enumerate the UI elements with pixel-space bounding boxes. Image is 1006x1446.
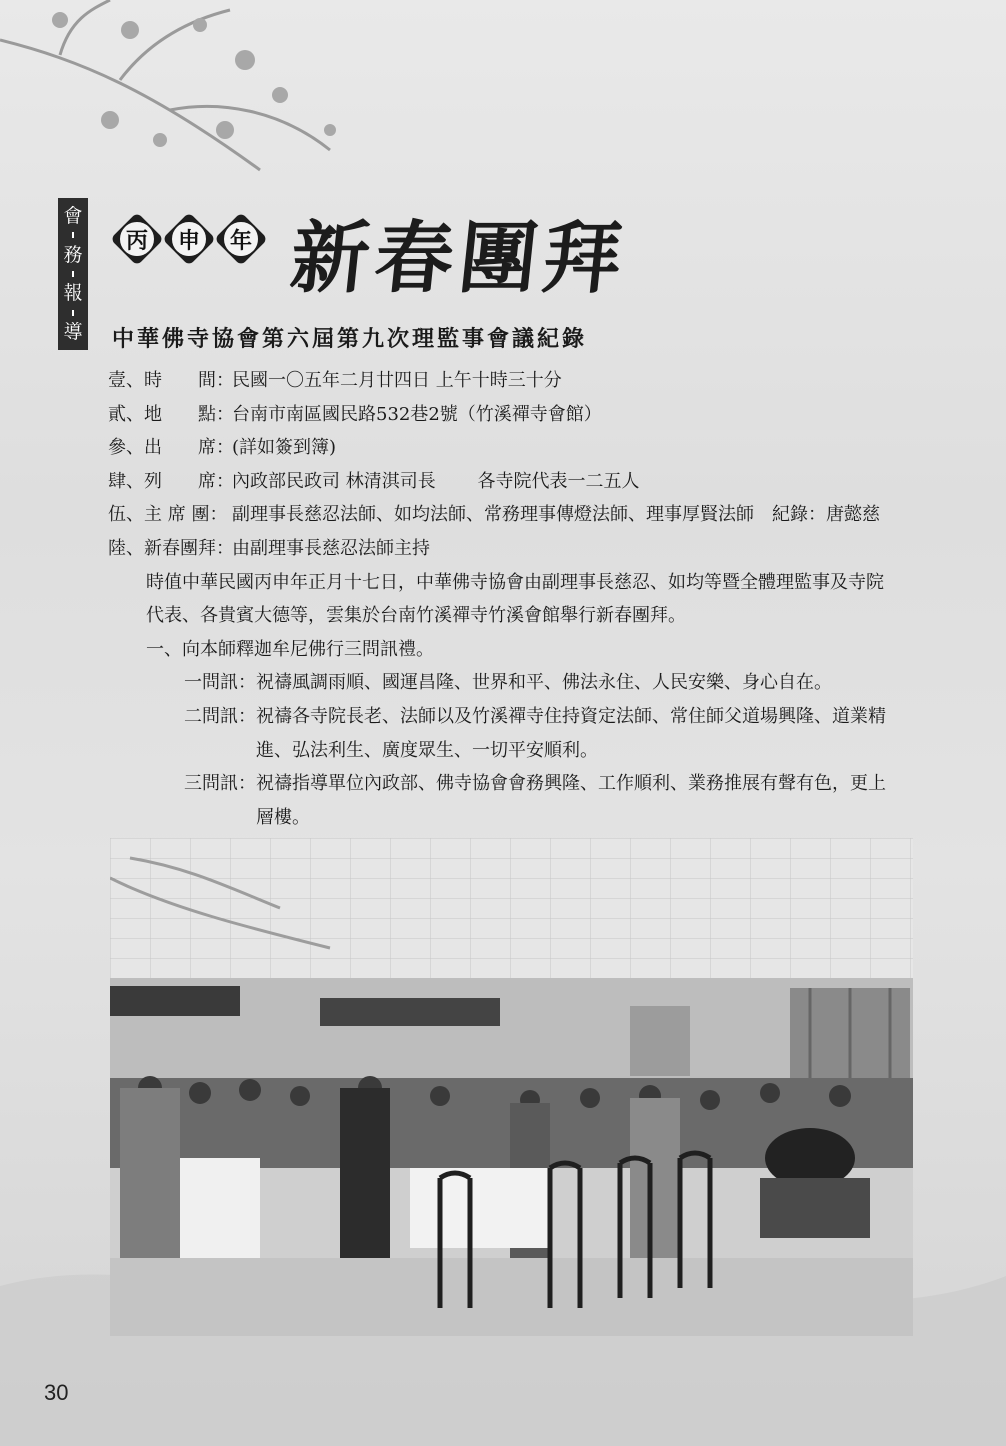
- tab-separator: [72, 271, 74, 277]
- record-item: 陸、新春團拜： 由副理事長慈忍法師主持: [108, 537, 430, 559]
- wenxun-line: 一問訊：祝禱風調雨順、國運昌隆、世界和平、佛法永住、人民安樂、身心自在。: [184, 672, 832, 694]
- record-item: 參、出 席： (詳如簽到簿): [108, 437, 337, 459]
- tab-separator: [72, 232, 74, 238]
- step-one: 一、向本師釋迦牟尼佛行三問訊禮。: [146, 638, 434, 660]
- meeting-record: [108, 364, 918, 868]
- year-badges: [112, 214, 266, 264]
- subtitle: 中華佛寺協會第六屆第九次理監事會議紀錄: [112, 326, 588, 352]
- plum-branch-decoration: [0, 0, 420, 200]
- record-item: 貳、地 點： 台南市南區國民路532巷2號（竹溪禪寺會館）: [108, 403, 602, 425]
- record-item: 肆、列 席： 內政部民政司 林清淇司長 各寺院代表一二五人: [108, 470, 640, 492]
- section-tab: [58, 198, 88, 350]
- tab-separator: [72, 310, 74, 316]
- section-tab-char: 會: [63, 204, 83, 227]
- paragraph-line: 代表、各貴賓大德等，雲集於台南竹溪禪寺竹溪會館舉行新春團拜。: [146, 605, 686, 627]
- section-tab-char: 報: [63, 282, 83, 305]
- wenxun-line: 二問訊：祝禱各寺院長老、法師以及竹溪禪寺住持資定法師、常住師父道場興隆、道業精: [184, 705, 886, 727]
- wenxun-line: 三問訊：祝禱指導單位內政部、佛寺協會會務興隆、工作順利、業務推展有聲有色，更上: [184, 773, 886, 795]
- year-badge: 申: [164, 214, 214, 264]
- section-tab-char: 務: [63, 243, 83, 266]
- wenxun-line: 層樓。: [256, 806, 310, 828]
- event-photo: [110, 838, 913, 1336]
- record-item: 壹、時 間： 民國一〇五年二月廿四日 上午十時三十分: [108, 370, 562, 391]
- year-badge: 丙: [112, 214, 162, 264]
- wenxun-line: 進、弘法利生、廣度眾生、一切平安順利。: [256, 739, 598, 761]
- record-item: 伍、主 席 團： 副理事長慈忍法師、如均法師、常務理事傳燈法師、理事厚賢法師 紀錄：唐懿慈: [108, 504, 880, 526]
- page-number: 30: [44, 1380, 69, 1405]
- section-tab-char: 導: [63, 321, 83, 344]
- year-badge: 年: [216, 214, 266, 264]
- page-title: 新春團拜: [286, 213, 633, 304]
- paragraph-line: 時值中華民國丙申年正月十七日，中華佛寺協會由副理事長慈忍、如均等暨全體理監事及寺院: [146, 571, 884, 593]
